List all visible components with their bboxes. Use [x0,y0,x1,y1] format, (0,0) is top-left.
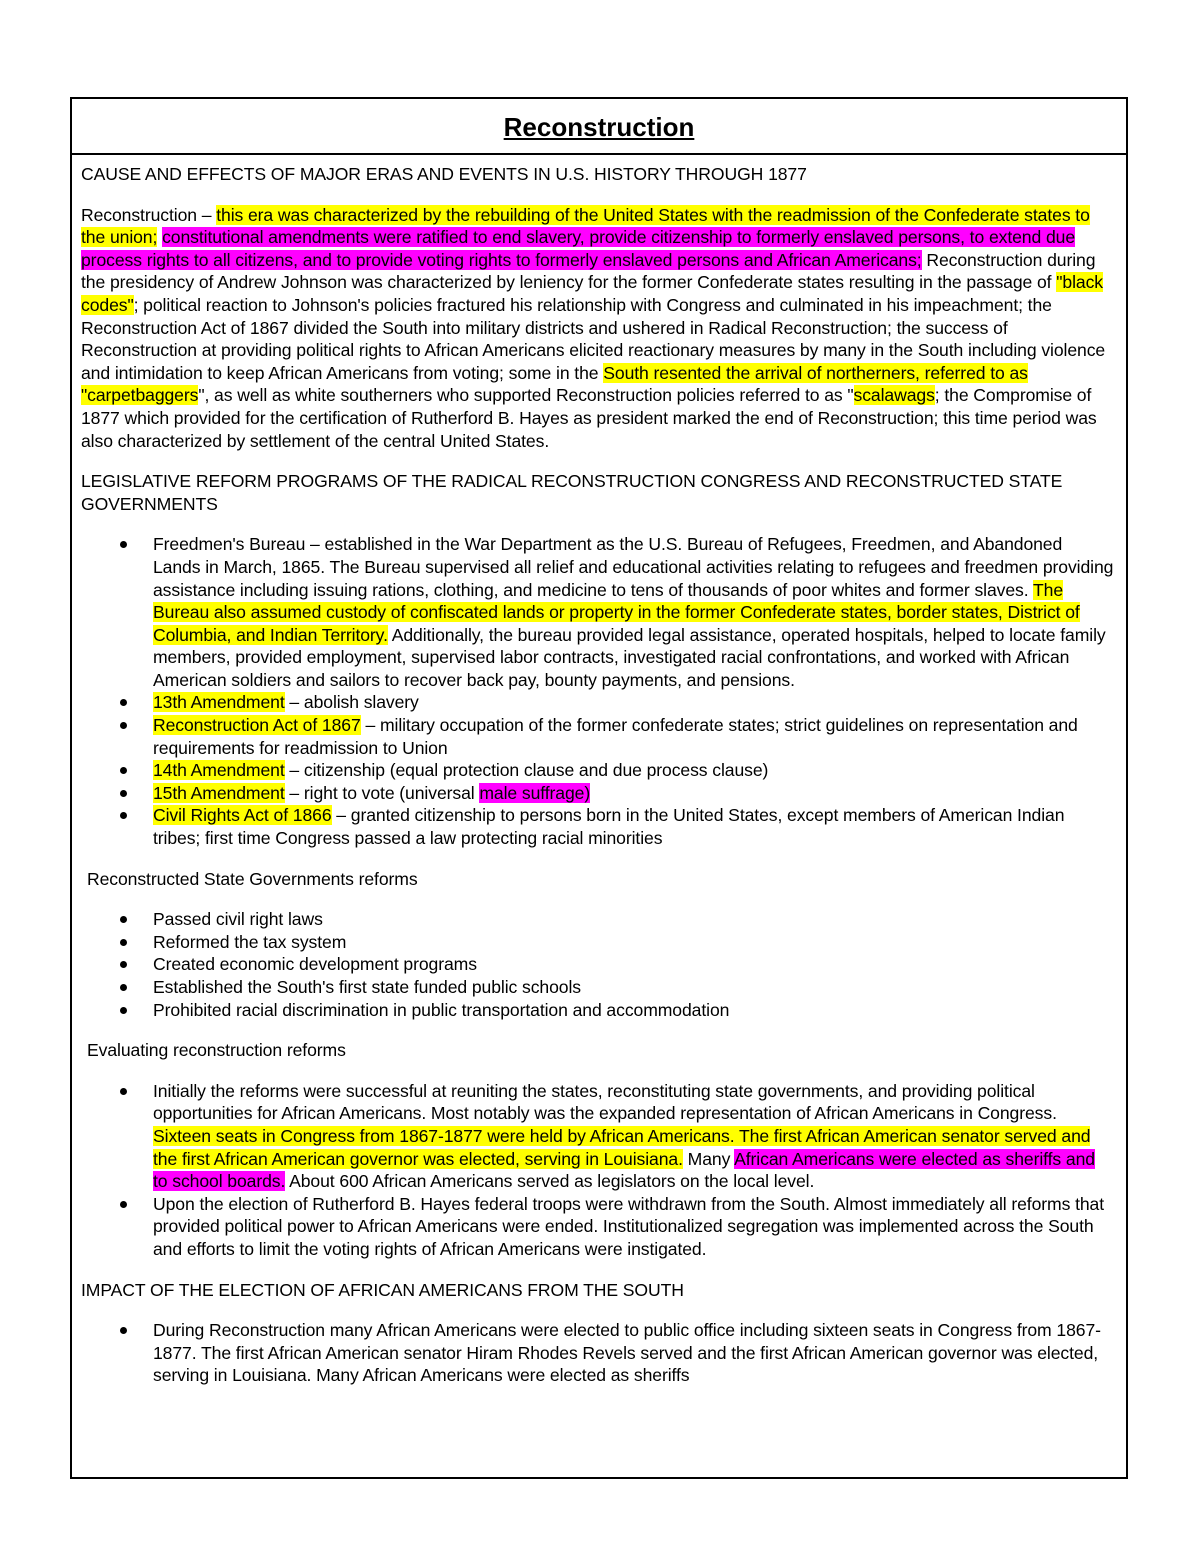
evaluating-heading: Evaluating reconstruction reforms [87,1040,346,1061]
text: ; the Compromise of 1877 which provided for the certification of Rutherford B. Hayes as president marked the end of Reconstruction; this time period was also characterized by settlement of the central United States. [81,385,1097,451]
highlight-yellow: South resented the arrival of northerners, referred to as "carpetbaggers [81,362,1028,406]
text: Additionally, the bureau provided legal assistance, operated hospitals, helped to locate family members, provided employment, supervised labor contracts, investigated racial confrontations, and worked with African American soldiers and sailors to recover back pay, bounty payments, and pensions. [153,624,1106,690]
highlight-yellow: Civil Rights Act of 1866 [153,805,332,826]
text: Reconstruction – [81,204,217,225]
text: Many [682,1148,735,1169]
text: Freedmen's Bureau – established in the War Department as the U.S. Bureau of Refugees, Freedmen, and Abandoned Lands in March, 1865. The Bureau supervised all relief and educational activities relating to refugees and freedmen providing assistance including issuing rations, clothing, and medicine to tens of thousands of poor whites and former slaves. [153,534,1114,600]
highlight-yellow: scalawags [853,385,935,406]
list-item: Established the South's first state funded public schools [153,976,1114,999]
state-reforms-heading: Reconstructed State Governments reforms [87,868,418,889]
title-row [72,99,1126,155]
list-item: Reformed the tax system [153,931,1114,954]
impact-list [81,1319,1114,1387]
subtitle: CAUSE AND EFFECTS OF MAJOR ERAS AND EVENTS IN U.S. HISTORY THROUGH 1877 [81,164,807,184]
list-item-13th-amendment [153,691,1114,714]
document-body [72,155,1126,1387]
document-frame [70,97,1128,1479]
legislative-heading: LEGISLATIVE REFORM PROGRAMS OF THE RADICAL RECONSTRUCTION CONGRESS AND RECONSTRUCTED STATE GOVERNMENTS [81,471,1063,514]
highlight-magenta: male suffrage) [479,782,591,803]
list-item: During Reconstruction many African Americans were elected to public office including sixteen seats in Congress from 1867-1877. The first African American senator Hiram Rhodes Revels served and the first African American governor was elected, serving in Louisiana. Many African Americans were elected as sheriffs [153,1319,1114,1387]
highlight-yellow: 15th Amendment [153,782,285,803]
text: – citizenship (equal protection clause and due process clause) [284,760,769,781]
list-item: Upon the election of Rutherford B. Hayes federal troops were withdrawn from the South. Almost immediately all reforms that provided political power to African Americans were ended. Institutionalized segregation was implemented across the South and efforts to limit the voting rights of African Americans were instigated. [153,1193,1114,1261]
list-item: Created economic development programs [153,953,1114,976]
highlight-magenta: constitutional amendments were ratified to end slavery, provide citizenship to formerly enslaved persons, to extend due process rights to all citizens, and to provide voting rights to formerly enslaved persons and African Americans; [81,227,1076,270]
list-item-freedmens-bureau [153,533,1114,691]
list-item: Passed civil right laws [153,908,1114,931]
text: Initially the reforms were successful at reuniting the states, reconstituting state governments, and providing political opportunities for African Americans. Most notably was the expanded representation of African Americans in Congress. [153,1080,1057,1124]
highlight-yellow: The Bureau also assumed custody of confiscated lands or property in the former Confederate states, border states, District of Columbia, and Indian Territory. [153,579,1080,645]
impact-heading: IMPACT OF THE ELECTION OF AFRICAN AMERICANS FROM THE SOUTH [81,1279,684,1300]
highlight-yellow: this era was characterized by the rebuilding of the United States with the readmission of the Confederate states to the union; [81,204,1090,248]
highlight-yellow: "black codes" [81,272,1103,315]
highlight-yellow: Reconstruction Act of 1867 [153,715,361,736]
text: Reconstruction during the presidency of Andrew Johnson was characterized by leniency for the former Confederate states resulting in the passage of [81,249,1096,293]
reconstruction-paragraph [81,204,1114,453]
list-item [153,1080,1114,1193]
list-item: Prohibited racial discrimination in public transportation and accommodation [153,999,1114,1022]
highlight-yellow: 14th Amendment [153,760,285,781]
text: – granted citizenship to persons born in the United States, except members of American Indian tribes; first time Congress passed a law protecting racial minorities [153,805,1065,849]
list-item-civil-rights-act [153,804,1114,849]
highlight-yellow: 13th Amendment [153,692,285,713]
text: – abolish slavery [284,692,419,713]
text: ; political reaction to Johnson's policies fractured his relationship with Congress and culminated in his impeachment; the Reconstruction Act of 1867 divided the South into military districts and ushered in Radical Reconstruction; the success of Reconstruction at providing political rights to African Americans elicited reactionary measures by many in the South including violence and intimidation to keep African Americans from voting; some in the [81,294,1106,383]
list-item-reconstruction-act [153,714,1114,759]
page-title: Reconstruction [503,112,695,142]
legislative-list [81,533,1114,849]
highlight-magenta: African Americans were elected as sheriffs and to school boards. [153,1148,1095,1192]
highlight-yellow: Sixteen seats in Congress from 1867-1877 were held by African Americans. The first African American senator served and the first African American governor was elected, serving in Louisiana. [153,1125,1091,1169]
state-reforms-list [81,908,1114,1021]
list-item-14th-amendment [153,759,1114,782]
text: ", as well as white southerners who supported Reconstruction policies referred to as " [198,385,854,406]
evaluating-list [81,1080,1114,1261]
text: About 600 African Americans served as legislators on the local level. [285,1171,815,1192]
text: – right to vote (universal [284,782,480,803]
text: – military occupation of the former confederate states; strict guidelines on representation and requirements for readmission to Union [153,715,1078,758]
list-item-15th-amendment [153,782,1114,805]
